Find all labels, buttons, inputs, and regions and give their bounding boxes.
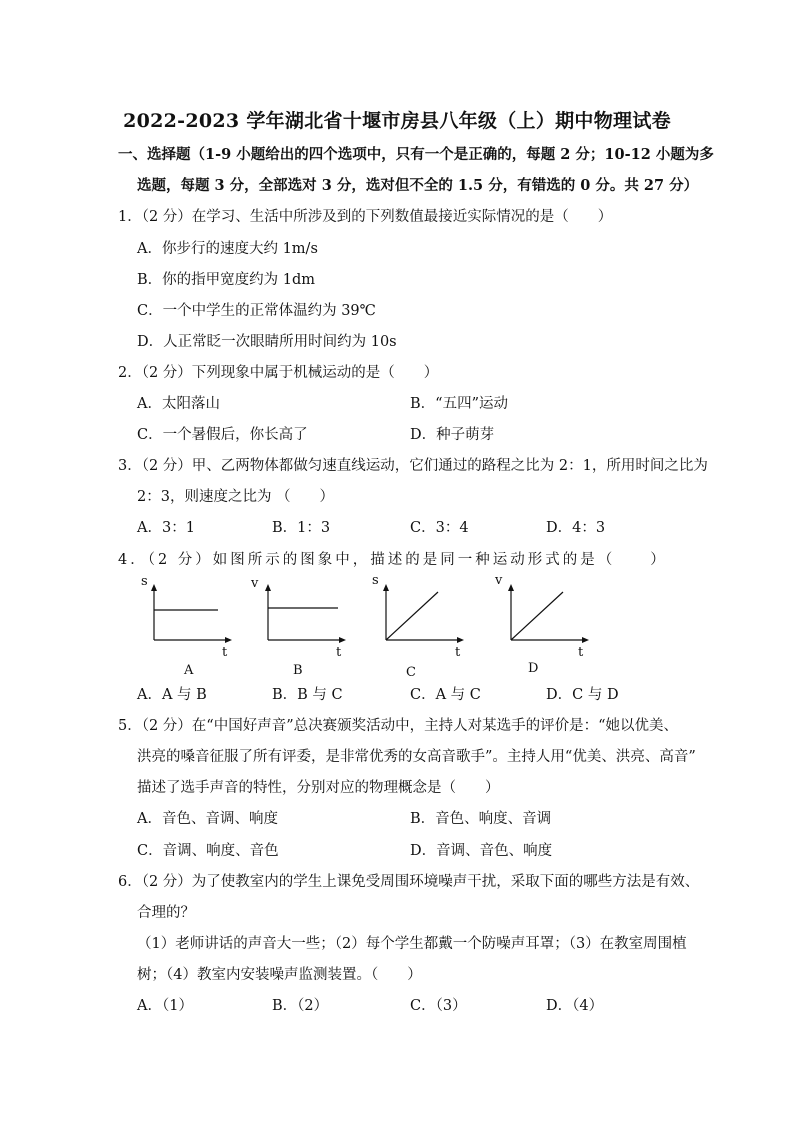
q3-option-b: B．1：3 [272, 520, 331, 536]
q2-stem: 2．（2 分）下列现象中属于机械运动的是（ ） [118, 365, 439, 381]
graph-a-x-arrow [225, 637, 232, 643]
graph-c [372, 574, 468, 664]
graph-b-x-label: t [336, 645, 342, 660]
q5-stem-line-1: 5．（2 分）在“中国好声音”总决赛颁奖活动中，主持人对某选手的评价是：“她以优美、 [118, 718, 679, 734]
section-heading-line-1: 一、选择题（1-9 小题给出的四个选项中，只有一个是正确的，每题 2 分；10-12 小题为多 [118, 146, 714, 163]
q5-option-a: A．音色、音调、响度 [137, 811, 278, 827]
graph-d-x-label: t [578, 645, 584, 660]
graph-d-y-label: v [495, 573, 503, 588]
graph-a-caption: A [184, 663, 194, 678]
page-title: 2022-2023 学年湖北省十堰市房县八年级（上）期中物理试卷 [123, 110, 671, 132]
graph-b-y-label: v [251, 576, 259, 591]
q2-option-a: A．太阳落山 [137, 396, 220, 412]
q3-option-c: C．3：4 [410, 520, 469, 536]
graph-a-x-label: t [222, 645, 228, 660]
graph-c-y-arrow [383, 584, 389, 591]
q2-option-d: D．种子萌芽 [410, 427, 495, 443]
q6-option-a: A．（1） [137, 998, 193, 1014]
q6-option-c: C．（3） [410, 998, 467, 1014]
q1-stem: 1．（2 分）在学习、生活中所涉及到的下列数值最接近实际情况的是（ ） [118, 209, 613, 225]
q5-stem-line-3: 描述了选手声音的特性，分别对应的物理概念是（ ） [137, 780, 500, 796]
graph-c-x-arrow [457, 637, 464, 643]
q6-option-b: B．（2） [272, 998, 329, 1014]
q6-stem-line-2: 合理的？ [137, 905, 195, 921]
q5-option-b: B．音色、响度、音调 [410, 811, 552, 827]
q6-stem-line-4: 树；（4）教室内安装噪声监测装置。（ ） [137, 967, 422, 983]
q5-option-d: D．音调、音色、响度 [410, 843, 553, 859]
q4-stem: 4．（2 分）如图所示的图象中，描述的是同一种运动形式的是（ ） [118, 552, 668, 568]
q1-option-b: B．你的指甲宽度约为 1dm [137, 272, 316, 288]
q4-option-b: B．B 与 C [272, 687, 343, 703]
graph-b-y-arrow [265, 584, 271, 591]
graph-a-y-label: s [141, 574, 148, 589]
graph-b-caption: B [293, 663, 303, 678]
q5-option-c: C．音调、响度、音色 [137, 843, 279, 859]
graph-d-x-arrow [582, 637, 589, 643]
graph-c-y-label: s [372, 573, 379, 588]
q6-stem-line-3: （1）老师讲话的声音大一些；（2）每个学生都戴一个防噪声耳罩；（3）在教室周围植 [137, 936, 687, 952]
section-heading-line-2: 选题，每题 3 分，全部选对 3 分，选对但不全的 1.5 分，有错选的 0 分。共 27 分） [137, 177, 699, 194]
q3-option-d: D．4：3 [546, 520, 606, 536]
q6-stem-line-1: 6．（2 分）为了使教室内的学生上课免受周围环境噪声干扰，采取下面的哪些方法是有效、 [118, 874, 700, 890]
q2-option-c: C．一个暑假后，你长高了 [137, 427, 308, 443]
graph-c-caption: C [406, 665, 416, 680]
graph-b-x-arrow [339, 637, 346, 643]
q4-option-c: C．A 与 C [410, 687, 481, 703]
q3-option-a: A．3：1 [137, 520, 195, 536]
graph-d-caption: D [528, 661, 539, 676]
graph-d-y-arrow [508, 584, 514, 591]
q3-stem-line-1: 3．（2 分）甲、乙两物体都做匀速直线运动，它们通过的路程之比为 2：1，所用时间之比为 [118, 458, 708, 474]
q1-option-c: C．一个中学生的正常体温约为 39℃ [137, 303, 376, 319]
graph-a-y-arrow [151, 584, 157, 591]
q6-option-d: D．（4） [546, 998, 604, 1014]
q1-option-d: D．人正常眨一次眼睛所用时间约为 10s [137, 334, 397, 350]
q1-option-a: A．你步行的速度大约 1m/s [137, 241, 318, 257]
q2-option-b: B．“五四”运动 [410, 396, 508, 412]
graph-c-x-label: t [455, 645, 461, 660]
q5-stem-line-2: 洪亮的嗓音征服了所有评委，是非常优秀的女高音歌手”。主持人用“优美、洪亮、高音” [137, 749, 696, 765]
graph-d-plot-line [511, 592, 563, 640]
q4-option-a: A．A 与 B [137, 687, 207, 703]
graph-c-plot-line [386, 592, 438, 640]
q3-stem-line-2: 2：3，则速度之比为 （ ） [137, 489, 335, 505]
q4-option-d: D．C 与 D [546, 687, 619, 703]
